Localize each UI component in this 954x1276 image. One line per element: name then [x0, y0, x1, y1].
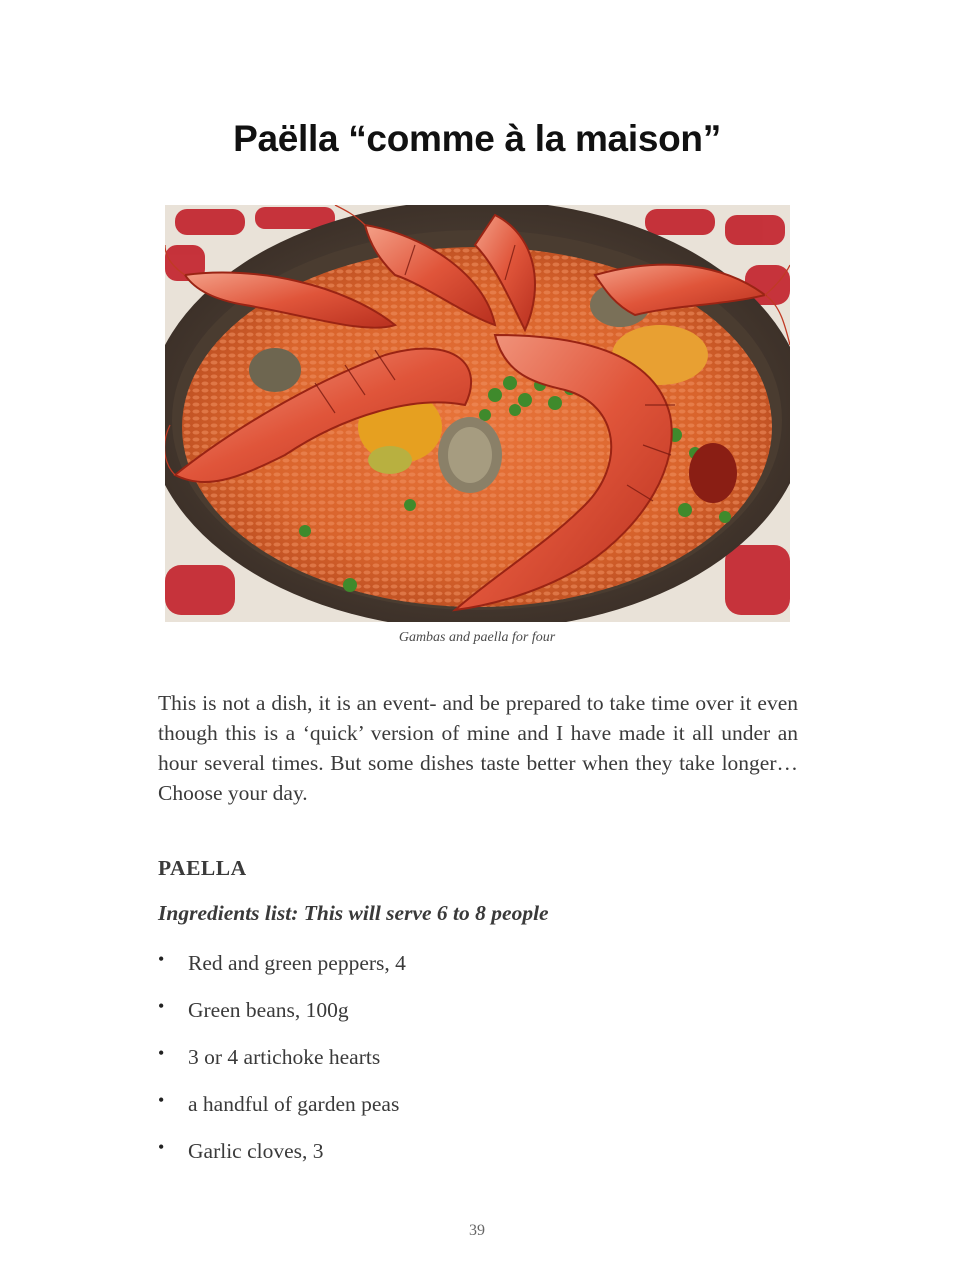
- section-heading: PAELLA: [158, 856, 247, 880]
- ingredient-text: a handful of garden peas: [188, 1092, 400, 1116]
- ingredients-heading: Ingredients list: This will serve 6 to 8 people: [158, 901, 549, 925]
- bullet-icon: •: [158, 1090, 165, 1110]
- ingredient-text: Garlic cloves, 3: [188, 1139, 324, 1163]
- bullet-icon: •: [158, 1043, 165, 1063]
- page-number: 39: [469, 1222, 485, 1239]
- bullet-icon: •: [158, 949, 165, 969]
- bullet-icon: •: [158, 996, 165, 1016]
- ingredient-text: Red and green peppers, 4: [188, 951, 406, 975]
- ingredient-text: 3 or 4 artichoke hearts: [188, 1045, 381, 1069]
- photo-caption: Gambas and paella for four: [398, 630, 556, 645]
- page-title: Paëlla “comme à la maison”: [233, 118, 721, 159]
- bullet-icon: •: [158, 1137, 165, 1157]
- intro-paragraph: This is not a dish, it is an event- and be prepared to take time over it even though this is a ‘quick’ version of mine and I have made it all under an hour several times. But some dishes taste better when they take longer… Choose your day.: [158, 691, 798, 805]
- paella-photo: [165, 205, 790, 622]
- ingredient-text: Green beans, 100g: [188, 998, 349, 1022]
